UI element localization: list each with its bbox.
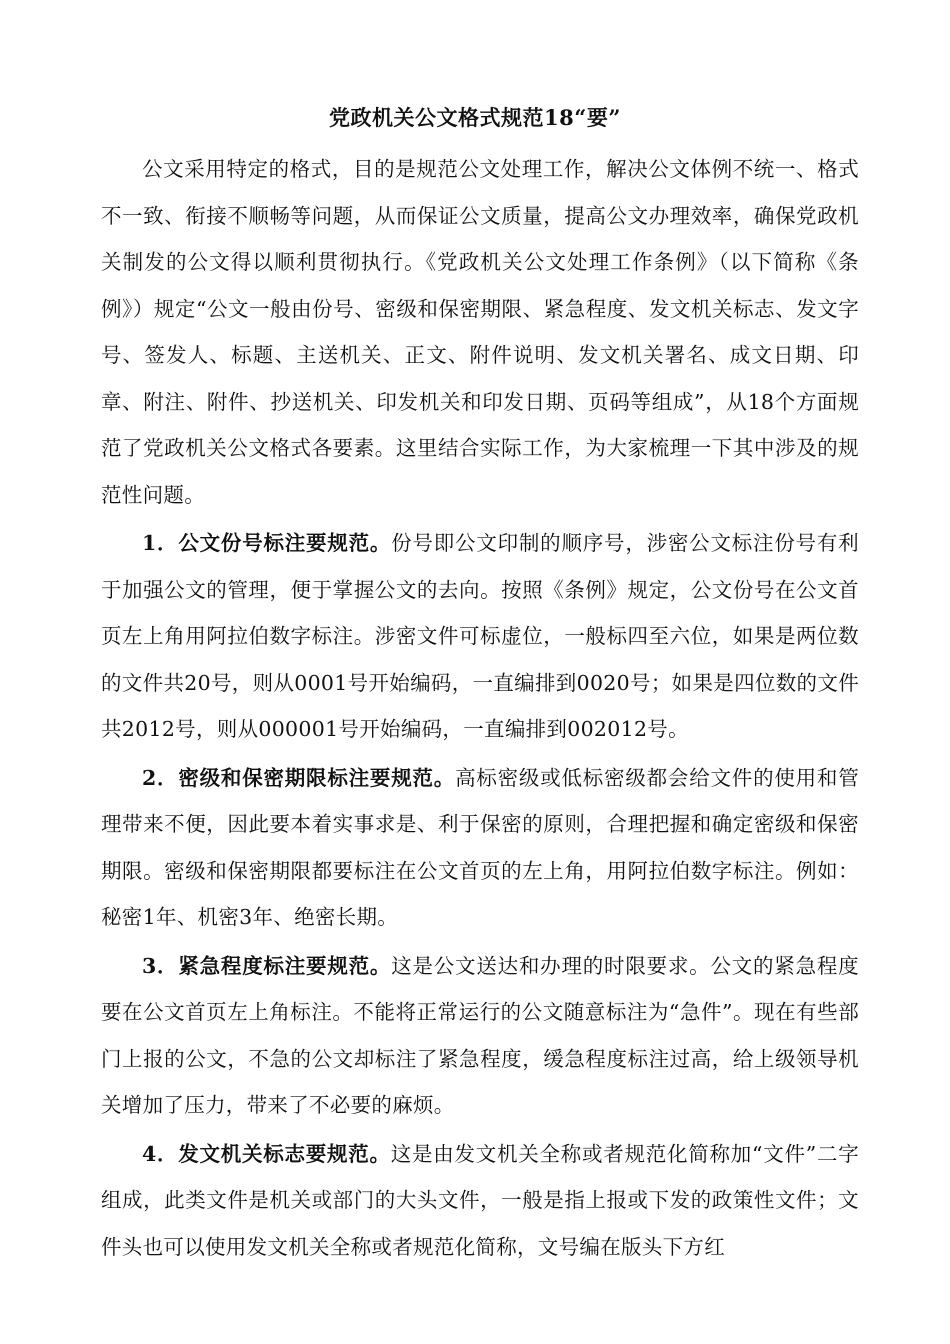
intro-paragraph: 公文采用特定的格式，目的是规范公文处理工作，解决公文体例不统一、格式不一致、衔接不顺畅等问题，从而保证公文质量，提高公文办理效率，确保党政机关制发的公文得以顺利贯彻执行。《党政机关公文处理工作条例》（以下简称《条例》）规定“公文一般由份号、密级和保密期限、紧急程度、发文机关标志、发文字号、签发人、标题、主送机关、正文、附件说明、发文机关署名、成文日期、印章、附注、附件、抄送机关、印发机关和印发日期、页码等组成”，从18个方面规范了党政机关公文格式各要素。这里结合实际工作，为大家梳理一下其中涉及的规范性问题。 bbox=[101, 157, 859, 507]
document-title: 党政机关公文格式规范18“要” bbox=[329, 105, 621, 130]
section-paragraph-4 bbox=[101, 1131, 859, 1271]
section-text-3: 这是公文送达和办理的时限要求。公文的紧急程度要在公文首页左上角标注。不能将正常运行的公文随意标注为“急件”。现在有些部门上报的公文，不急的公文却标注了紧急程度，缓急程度标注过高，给上级领导机关增加了压力，带来了不必要的麻烦。 bbox=[101, 953, 859, 1117]
document-body bbox=[101, 146, 859, 1272]
section-paragraph-2 bbox=[101, 755, 859, 941]
section-text-2: 高标密级或低标密级都会给文件的使用和管理带来不便，因此要本着实事求是、利于保密的原则，合理把握和确定密级和保密期限。密级和保密期限都要标注在公文首页的左上角，用阿拉伯数字标注。例如：秘密1年、机密3年、绝密长期。 bbox=[101, 765, 860, 929]
section-paragraph-3 bbox=[101, 943, 859, 1129]
section-text-1: 份号即公文印制的顺序号，涉密公文标注份号有利于加强公文的管理，便于掌握公文的去向。按照《条例》规定，公文份号在公文首页左上角用阿拉伯数字标注。涉密文件可标虚位，一般标四至六位，如果是两位数的文件共20号，则从0001号开始编码，一直编排到0020号；如果是四位数的文件共2012号，则从000001号开始编码，一直编排到002012号。 bbox=[101, 531, 859, 741]
section-heading-4: 4．发文机关标志要规范。 bbox=[142, 1141, 391, 1166]
section-text-4: 这是由发文机关全称或者规范化简称加“文件”二字组成，此类文件是机关或部门的大头文件，一般是指上报或下发的政策性文件；文件头也可以使用发文机关全称或者规范化简称，文号编在版头下方红 bbox=[101, 1141, 860, 1259]
section-paragraph-1 bbox=[101, 520, 859, 753]
section-heading-2: 2．密级和保密期限标注要规范。 bbox=[142, 765, 456, 790]
section-heading-3: 3．紧急程度标注要规范。 bbox=[142, 953, 392, 978]
section-heading-1: 1．公文份号标注要规范。 bbox=[142, 531, 392, 555]
